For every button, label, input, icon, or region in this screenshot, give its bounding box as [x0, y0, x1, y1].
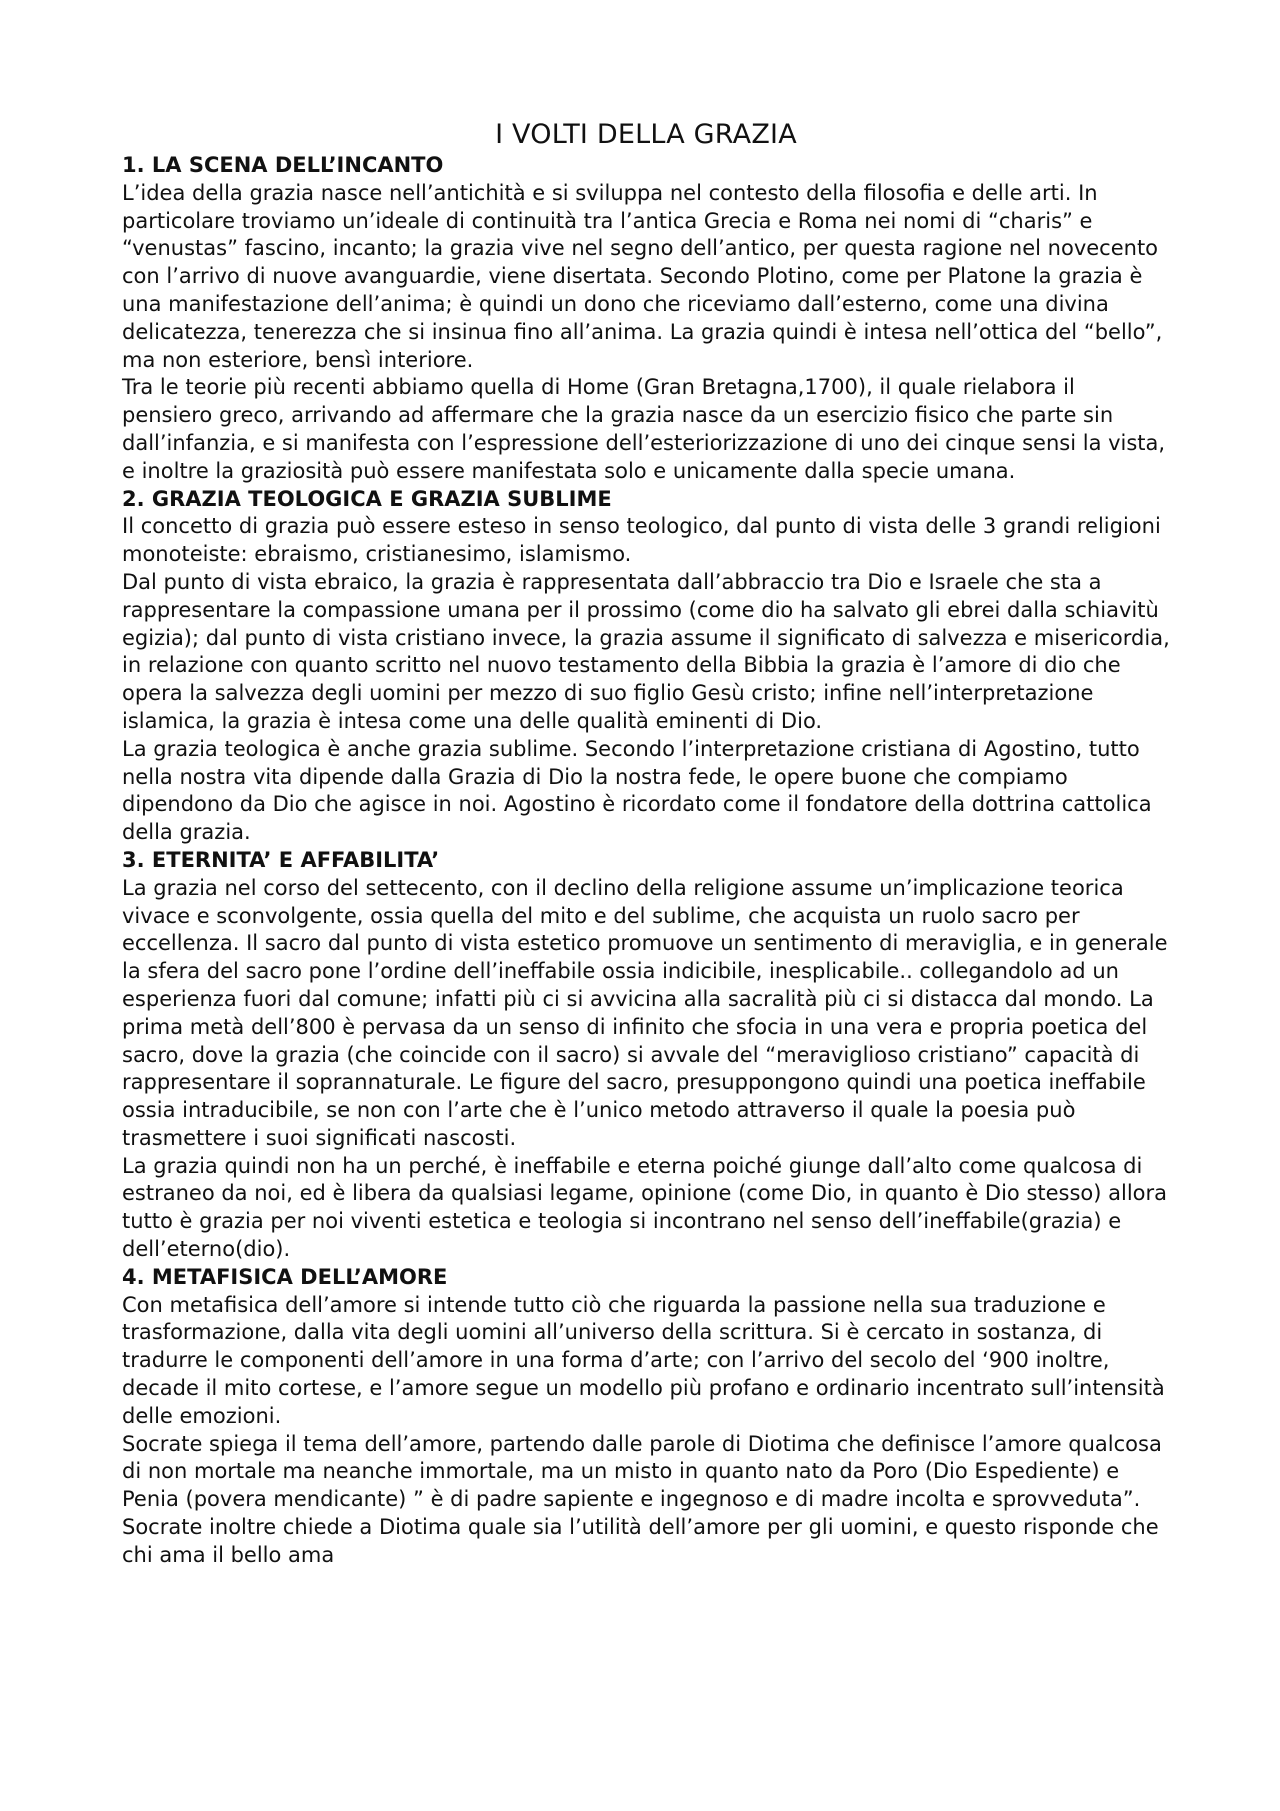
document-page [122, 118, 1170, 1570]
paragraph: Dal punto di vista ebraico, la grazia è rappresentata dall’abbraccio tra Dio e Israele che sta a rappresentare la compassione umana per il prossimo (come dio ha salvato gli ebrei dalla schiavitù egizia); dal punto di vista cristiano invece, la grazia assume il significato di salvezza e misericordia, in relazione con quanto scritto nel nuovo testamento della Bibbia la grazia è l’amore di dio che opera la salvezza degli uomini per mezzo di suo figlio Gesù cristo; infine nell’interpretazione islamica, la grazia è intesa come una delle qualità eminenti di Dio. [122, 569, 1170, 733]
section-1 [122, 152, 1170, 486]
section-heading: 3. ETERNITA’ E AFFABILITA’ [122, 847, 440, 872]
paragraph: La grazia teologica è anche grazia sublime. Secondo l’interpretazione cristiana di Agostino, tutto nella nostra vita dipende dalla Grazia di Dio la nostra fede, le opere buone che compiamo dipendono da Dio che agisce in noi. Agostino è ricordato come il fondatore della dottrina cattolica della grazia. [122, 736, 1152, 845]
section-4 [122, 1264, 1170, 1570]
section-2 [122, 486, 1170, 847]
paragraph: Socrate spiega il tema dell’amore, partendo dalle parole di Diotima che definisce l’amore qualcosa di non mortale ma neanche immortale, ma un misto in quanto nato da Poro (Dio Espediente) e Penia (povera mendicante) ” è di padre sapiente e ingegnoso e di madre incolta e sprovveduta”. Socrate inoltre chiede a Diotima quale sia l’utilità dell’amore per gli uomini, e questo risponde che chi ama il bello ama [122, 1431, 1162, 1567]
paragraph: La grazia quindi non ha un perché, è ineffabile e eterna poiché giunge dall’alto come qualcosa di estraneo da noi, ed è libera da qualsiasi legame, opinione (come Dio, in quanto è Dio stesso) allora tutto è grazia per noi viventi estetica e teologia si incontrano nel senso dell’ineffabile(grazia) e dell’eterno(dio). [122, 1153, 1168, 1262]
paragraph: Tra le teorie più recenti abbiamo quella di Home (Gran Bretagna,1700), il quale rielabora il pensiero greco, arrivando ad affermare che la grazia nasce da un esercizio fisico che parte sin dall’infanzia, e si manifesta con l’espressione dell’esteriorizzazione di uno dei cinque sensi la vista, e inoltre la graziosità può essere manifestata solo e unicamente dalla specie umana. [122, 375, 1166, 483]
section-heading: 2. GRAZIA TEOLOGICA E GRAZIA SUBLIME [122, 486, 612, 511]
section-3 [122, 847, 1170, 1264]
paragraph: Il concetto di grazia può essere esteso in senso teologico, dal punto di vista delle 3 grandi religioni monoteiste: ebraismo, cristianesimo, islamismo. [122, 514, 1161, 567]
paragraph: La grazia nel corso del settecento, con il declino della religione assume un’implicazione teorica vivace e sconvolgente, ossia quella del mito e del sublime, che acquista un ruolo sacro per eccellenza. Il sacro dal punto di vista estetico promuove un sentimento di meraviglia, e in generale la sfera del sacro pone l’ordine dell’ineffabile ossia indicibile, inesplicabile.. collegandolo ad un esperienza fuori dal comune; infatti più ci si avvicina alla sacralità più ci si distacca dal mondo. La prima metà dell’800 è pervasa da un senso di infinito che sfocia in una vera e propria poetica del sacro, dove la grazia (che coincide con il sacro) si avvale del “meraviglioso cristiano” capacità di rappresentare il soprannaturale. Le figure del sacro, presuppongono quindi una poetica ineffabile ossia intraducibile, se non con l’arte che è l’unico metodo attraverso il quale la poesia può trasmettere i suoi significati nascosti. [122, 875, 1168, 1150]
document-title: I VOLTI DELLA GRAZIA [495, 119, 797, 150]
section-heading: 1. LA SCENA DELL’INCANTO [122, 153, 444, 177]
section-heading: 4. METAFISICA DELL’AMORE [122, 1264, 448, 1289]
paragraph: L’idea della grazia nasce nell’antichità e si sviluppa nel contesto della filosofia e delle arti. In particolare troviamo un’ideale di continuità tra l’antica Grecia e Roma nei nomi di “charis” e “venustas” fascino, incanto; la grazia vive nel segno dell’antico, per questa ragione nel novecento con l’arrivo di nuove avanguardie, viene disertata. Secondo Plotino, come per Platone la grazia è una manifestazione dell’anima; è quindi un dono che riceviamo dall’esterno, come una divina delicatezza, tenerezza che si insinua fino all’anima. La grazia quindi è intesa nell’ottica del “bello”, ma non esteriore, bensì interiore. [122, 180, 1163, 372]
paragraph: Con metafisica dell’amore si intende tutto ciò che riguarda la passione nella sua traduzione e trasformazione, dalla vita degli uomini all’universo della scrittura. Si è cercato in sostanza, di tradurre le componenti dell’amore in una forma d’arte; con l’arrivo del secolo del ‘900 inoltre, decade il mito cortese, e l’amore segue un modello più profano e ordinario incentrato sull’intensità delle emozioni. [122, 1292, 1165, 1428]
